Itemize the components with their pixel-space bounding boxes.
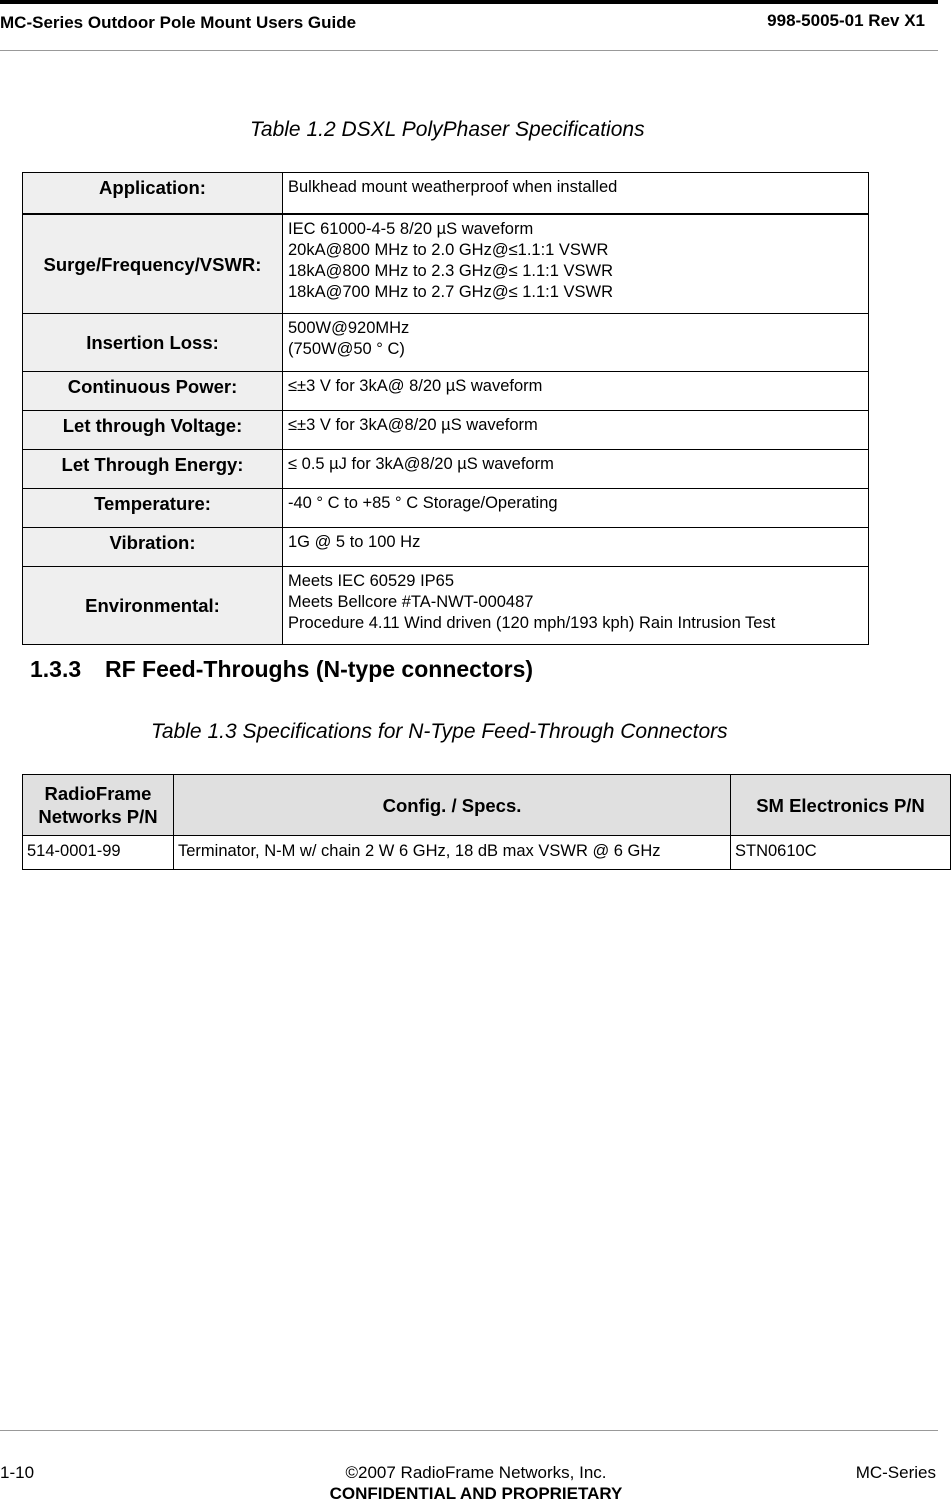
- section-number: 1.3.3: [30, 656, 82, 682]
- table-row: [23, 450, 869, 489]
- spec-value: IEC 61000-4-5 8/20 µS waveform 20kA@800 MHz to 2.0 GHz@≤1.1:1 VSWR 18kA@800 MHz to 2.3 GHz@≤ 1.1:1 VSWR 18kA@700 MHz to 2.7 GHz@≤ 1.1:1 VSWR: [283, 214, 869, 314]
- table-row: [23, 173, 869, 215]
- connector-spec-table: [22, 774, 951, 870]
- spec-label: Let through Voltage:: [23, 411, 283, 450]
- section-heading: [30, 656, 533, 683]
- table-row: [23, 489, 869, 528]
- spec-value: 1G @ 5 to 100 Hz: [283, 528, 869, 567]
- spec-value: ≤±3 V for 3kA@8/20 µS waveform: [283, 411, 869, 450]
- column-header: Config. / Specs.: [174, 775, 731, 836]
- spec-label: Environmental:: [23, 567, 283, 645]
- header-title: MC-Series Outdoor Pole Mount Users Guide: [0, 13, 357, 32]
- footer-product: MC-Series: [855, 1463, 936, 1482]
- spec-label: Insertion Loss:: [23, 314, 283, 372]
- polyphaser-spec-table: [22, 172, 869, 645]
- spec-value: 500W@920MHz (750W@50 ° C): [283, 314, 869, 372]
- column-header: SM Electronics P/N: [731, 775, 951, 836]
- spec-value: ≤ 0.5 µJ for 3kA@8/20 µS waveform: [283, 450, 869, 489]
- footer-page-number: 1-10: [0, 1463, 35, 1482]
- table-row: [23, 214, 869, 314]
- table-row: [23, 411, 869, 450]
- header-rule: [0, 50, 938, 51]
- spec-label: Let Through Energy:: [23, 450, 283, 489]
- table-row: [23, 314, 869, 372]
- header-doc-number: 998-5005-01 Rev X1: [767, 11, 925, 30]
- section-title: RF Feed-Throughs (N-type connectors): [105, 656, 534, 682]
- spec-label: Surge/Frequency/VSWR:: [23, 214, 283, 314]
- table-caption-connectors: Table 1.3 Specifications for N-Type Feed-Through Connectors: [151, 720, 728, 743]
- spec-value: ≤±3 V for 3kA@ 8/20 µS waveform: [283, 372, 869, 411]
- table-row: [23, 836, 951, 870]
- table-cell: 514-0001-99: [23, 836, 174, 870]
- column-header: RadioFrame Networks P/N: [23, 775, 174, 836]
- table-cell: Terminator, N-M w/ chain 2 W 6 GHz, 18 dB max VSWR @ 6 GHz: [174, 836, 731, 870]
- footer-copyright: ©2007 RadioFrame Networks, Inc.: [345, 1463, 607, 1482]
- spec-label: Continuous Power:: [23, 372, 283, 411]
- table-row: [23, 372, 869, 411]
- table-cell: STN0610C: [731, 836, 951, 870]
- spec-value: Meets IEC 60529 IP65 Meets Bellcore #TA-NWT-000487 Procedure 4.11 Wind driven (120 mph/193 kph) Rain Intrusion Test: [283, 567, 869, 645]
- table-caption-specifications: Table 1.2 DSXL PolyPhaser Specifications: [250, 118, 645, 141]
- spec-label: Vibration:: [23, 528, 283, 567]
- spec-value: -40 ° C to +85 ° C Storage/Operating: [283, 489, 869, 528]
- spec-value: Bulkhead mount weatherproof when installed: [283, 173, 869, 215]
- table-row: [23, 528, 869, 567]
- footer-rule: [0, 1430, 938, 1431]
- table-row: [23, 567, 869, 645]
- table-header-row: [23, 775, 951, 836]
- spec-label: Application:: [23, 173, 283, 215]
- spec-label: Temperature:: [23, 489, 283, 528]
- footer-confidential: CONFIDENTIAL AND PROPRIETARY: [329, 1484, 623, 1503]
- header-top-rule: [0, 0, 938, 4]
